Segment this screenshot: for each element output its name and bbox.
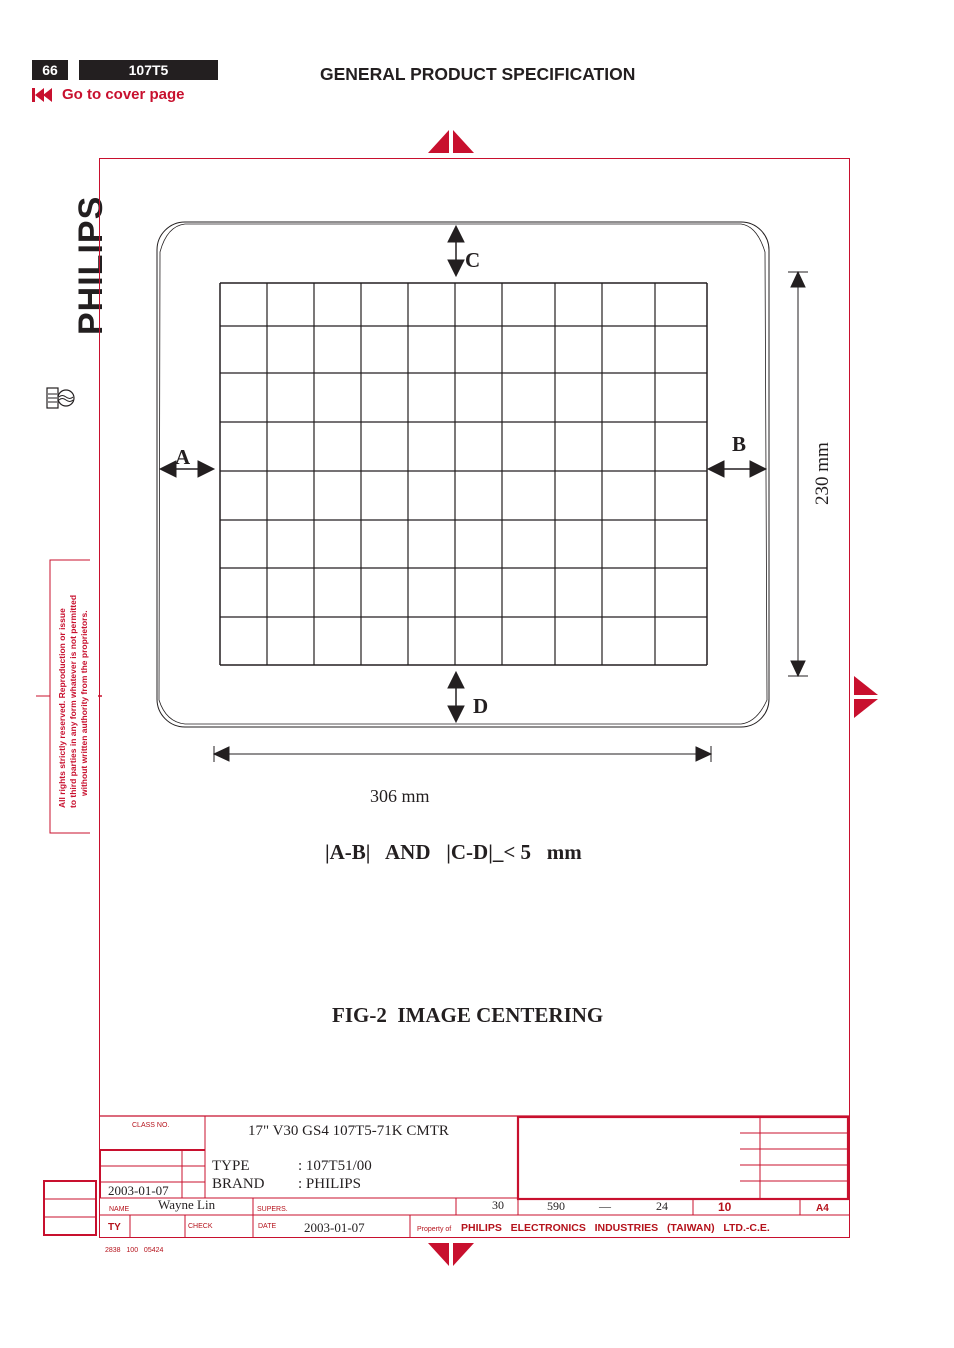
screen-outline-inner bbox=[159, 224, 767, 724]
height-dimension-line bbox=[788, 272, 808, 676]
crosshatch-grid bbox=[220, 283, 707, 665]
company-name: PHILIPS ELECTRONICS INDUSTRIES (TAIWAN) LTD.-C.E. bbox=[461, 1222, 770, 1234]
num-590: 590 bbox=[547, 1199, 565, 1213]
label-c: C bbox=[465, 248, 481, 272]
go-to-cover-label: Go to cover page bbox=[62, 86, 185, 103]
c-arrow bbox=[448, 226, 464, 276]
type-label: TYPE bbox=[212, 1158, 250, 1174]
label-d: D bbox=[473, 694, 489, 718]
dash: — bbox=[599, 1199, 611, 1213]
date-label: DATE bbox=[258, 1223, 277, 1230]
b-arrow bbox=[708, 461, 766, 477]
philips-logo-text: PHILIPS bbox=[72, 195, 110, 335]
page-number-badge: 66 bbox=[32, 60, 68, 80]
supers-label: SUPERS. bbox=[257, 1206, 288, 1213]
notice-line-2: to third parties in any form whatever is not permitted bbox=[68, 594, 78, 808]
class-no-label: CLASS NO. bbox=[132, 1122, 170, 1129]
num-30: 30 bbox=[492, 1198, 504, 1212]
name-label: NAME bbox=[109, 1206, 130, 1213]
width-dimension-text: 306 mm bbox=[370, 786, 430, 806]
model-badge: 107T5 bbox=[79, 60, 218, 80]
check-label: CHECK bbox=[188, 1223, 213, 1230]
height-dimension-text: 230 mm bbox=[812, 442, 833, 505]
num-24: 24 bbox=[656, 1199, 668, 1213]
notice-line-3: without written authority from the proprietors. bbox=[79, 610, 89, 796]
width-dimension-line bbox=[214, 746, 711, 762]
date-value-2: 2003-01-07 bbox=[304, 1220, 365, 1235]
product-description: 17" V30 GS4 107T5-71K CMTR bbox=[248, 1123, 449, 1139]
paper-size: A4 bbox=[816, 1203, 829, 1214]
section-title: GENERAL PRODUCT SPECIFICATION bbox=[320, 64, 636, 84]
label-a: A bbox=[175, 445, 191, 469]
brand-value: : PHILIPS bbox=[298, 1176, 361, 1192]
figure-caption: FIG-2 IMAGE CENTERING bbox=[332, 1003, 604, 1027]
date-value-1: 2003-01-07 bbox=[108, 1183, 169, 1198]
notice-line-1: All rights strictly reserved. Reproduction or issue bbox=[57, 608, 67, 808]
brand-label: BRAND bbox=[212, 1176, 265, 1192]
type-value: : 107T51/00 bbox=[298, 1158, 372, 1174]
name-value: Wayne Lin bbox=[158, 1197, 216, 1212]
tolerance-text: |A-B| AND |C-D|_< 5 mm bbox=[325, 840, 582, 864]
document-code: 2838 100 05424 bbox=[105, 1247, 164, 1254]
d-arrow bbox=[448, 672, 464, 722]
sheet-number: 10 bbox=[718, 1200, 732, 1214]
ty-label: TY bbox=[108, 1222, 121, 1233]
screen-outline-outer bbox=[157, 222, 769, 727]
label-b: B bbox=[732, 432, 747, 456]
property-of-label: Property of bbox=[417, 1226, 452, 1233]
